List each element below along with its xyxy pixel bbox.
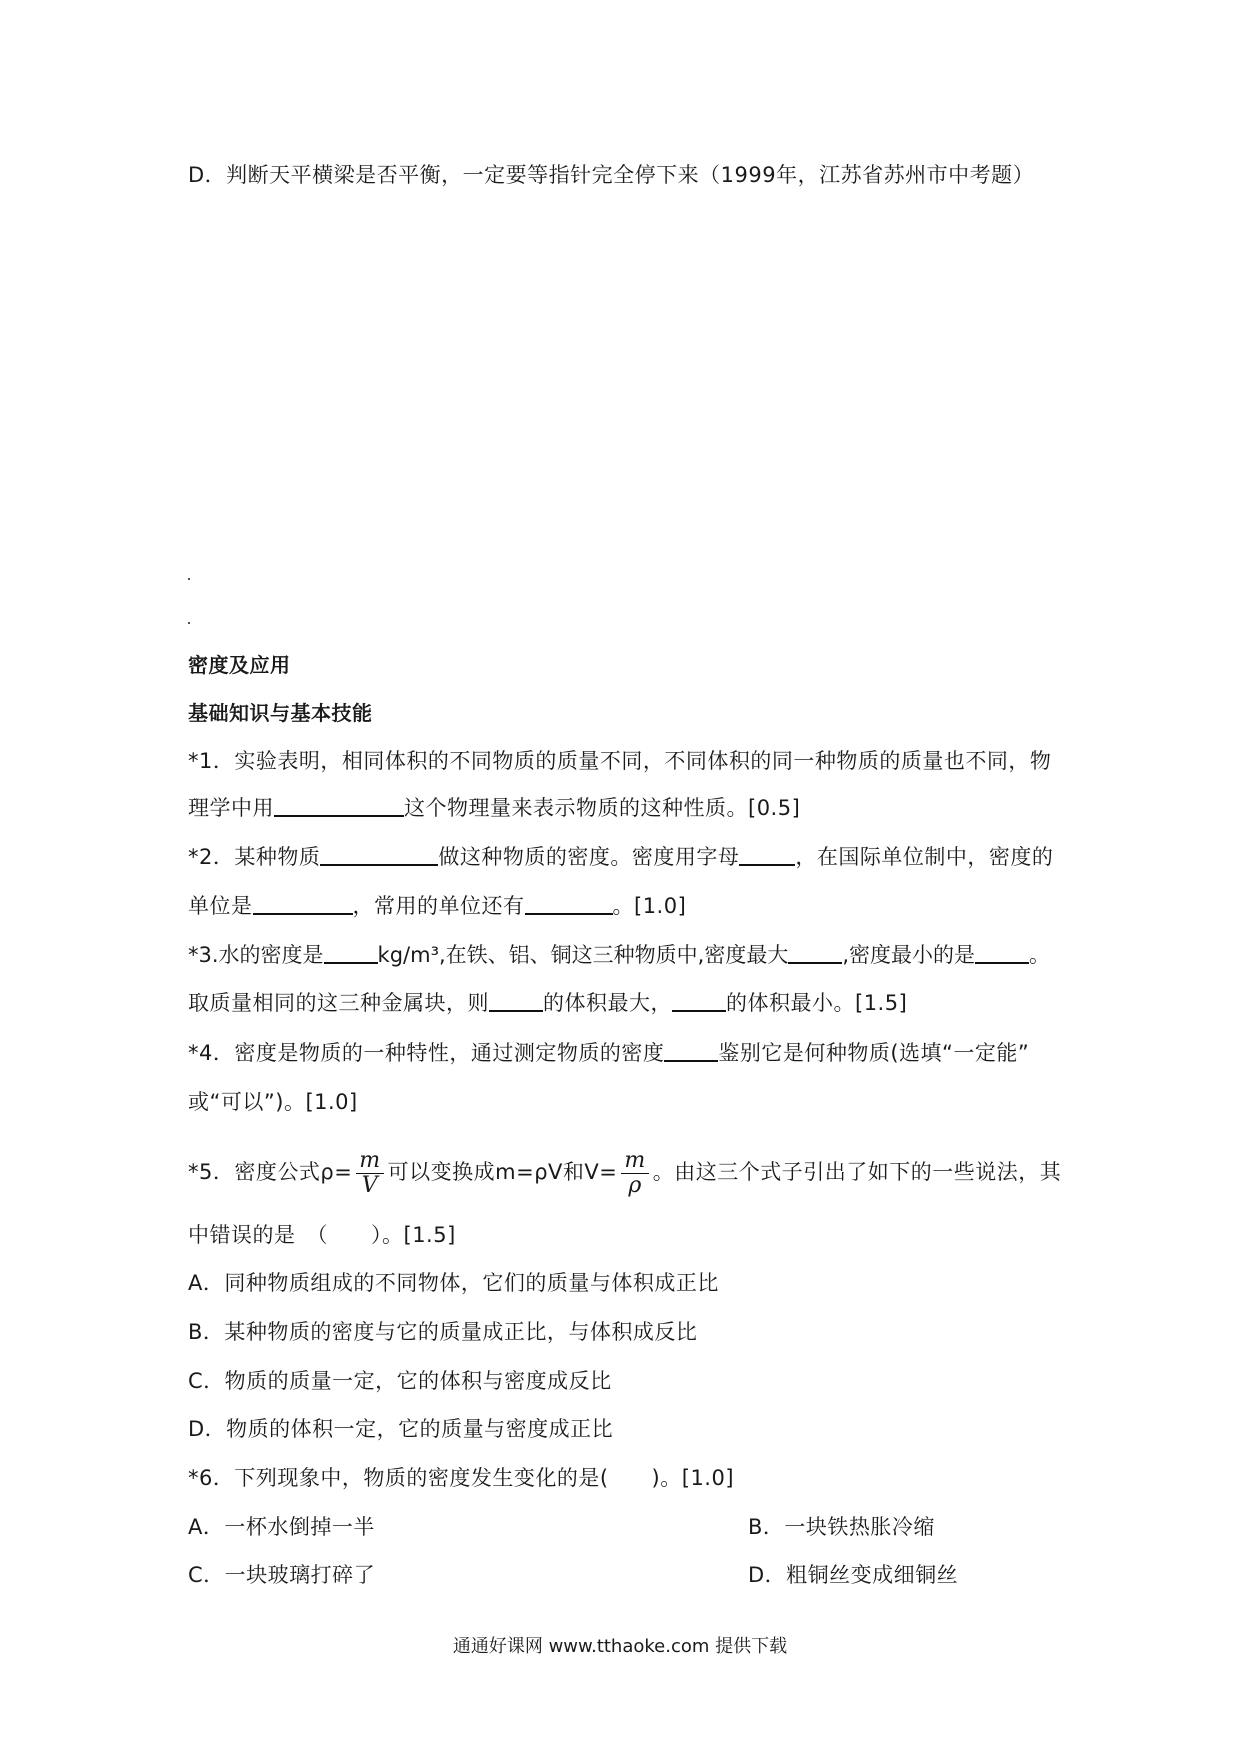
text-fragment: 这个物理量来表示物质的这种性质。[0.5]: [404, 796, 801, 820]
answer-blank[interactable]: [788, 940, 842, 964]
formula-volume-fraction: [621, 1149, 648, 1198]
formula-density-fraction: [356, 1149, 383, 1198]
answer-blank[interactable]: [274, 793, 404, 817]
text-fragment: 可以变换成m=ρV和V=: [387, 1160, 618, 1184]
fraction-numerator: m: [356, 1149, 383, 1174]
question-5-option-a[interactable]: A．同种物质组成的不同物体，它们的质量与体积成正比: [188, 1271, 719, 1295]
text-fragment: *5．密度公式ρ=: [188, 1160, 353, 1184]
text-fragment: 鉴别它是何种物质(选填“一定能”: [718, 1041, 1030, 1065]
text-fragment: 理学中用: [188, 796, 274, 820]
question-2-line-1: [188, 842, 1053, 872]
text-fragment: 的体积最大，: [543, 991, 672, 1015]
option-d-balance: D．判断天平横梁是否平衡，一定要等指针完全停下来（1999年，江苏省苏州市中考题）: [188, 163, 1035, 187]
fraction-denominator: ρ: [628, 1172, 642, 1198]
answer-blank[interactable]: [253, 891, 353, 915]
text-fragment: 的体积最小。[1.5]: [726, 991, 908, 1015]
answer-blank[interactable]: [320, 842, 438, 866]
question-2-line-2: [188, 891, 686, 921]
question-6-option-c[interactable]: C．一块玻璃打碎了: [188, 1563, 376, 1587]
answer-blank[interactable]: [525, 891, 613, 915]
answer-blank[interactable]: [672, 988, 726, 1012]
question-6-option-d[interactable]: D．粗铜丝变成细铜丝: [748, 1563, 959, 1587]
question-5-option-c[interactable]: C．物质的质量一定，它的体积与密度成反比: [188, 1369, 612, 1393]
text-fragment: ,密度最小的是: [842, 943, 976, 967]
answer-blank[interactable]: [739, 842, 795, 866]
text-fragment: 。由这三个式子引出了如下的一些说法，其: [652, 1160, 1062, 1184]
question-6-options-row-2: [188, 1560, 988, 1590]
text-fragment: ，常用的单位还有: [352, 894, 525, 918]
text-fragment: *4．密度是物质的一种特性，通过测定物质的密度: [188, 1041, 665, 1065]
text-fragment: kg/m³,在铁、铝、铜这三种物质中,密度最大: [377, 943, 789, 967]
text-fragment: 取质量相同的这三种金属块，则: [188, 991, 489, 1015]
text-fragment: 做这种物质的密度。密度用字母: [438, 845, 740, 869]
stray-dot: [188, 578, 190, 580]
question-1-line-2: [188, 793, 800, 823]
question-5-line-2: 中错误的是 （ ）。[1.5]: [188, 1223, 456, 1247]
stray-dot: [188, 622, 190, 624]
question-5-option-d[interactable]: D．物质的体积一定，它的质量与密度成正比: [188, 1417, 614, 1441]
answer-blank[interactable]: [489, 988, 543, 1012]
question-5-option-b[interactable]: B．某种物质的密度与它的质量成正比，与体积成反比: [188, 1320, 698, 1344]
subsection-title: 基础知识与基本技能: [188, 701, 373, 725]
answer-blank[interactable]: [664, 1038, 718, 1062]
section-title: 密度及应用: [188, 653, 291, 677]
question-5-line-1: [188, 1142, 1061, 1202]
text-fragment: 单位是: [188, 894, 253, 918]
question-1-line-1: *1．实验表明，相同体积的不同物质的质量不同，不同体积的同一种物质的质量也不同，物: [188, 749, 1052, 773]
text-fragment: *3.水的密度是: [188, 943, 324, 967]
text-fragment: 。[1.0]: [612, 894, 687, 918]
question-4-line-2: 或“可以”)。[1.0]: [188, 1090, 358, 1114]
text-fragment: *2．某种物质: [188, 845, 321, 869]
text-fragment: 。: [1029, 943, 1051, 967]
page-footer: 通通好课网 www.tthaoke.com 提供下载: [452, 1636, 788, 1657]
question-6-options-row-1: [188, 1512, 988, 1542]
question-3-line-2: [188, 988, 907, 1018]
text-fragment: ，在国际单位制中，密度的: [795, 845, 1054, 869]
question-6-option-b[interactable]: B．一块铁热胀冷缩: [748, 1515, 935, 1539]
fraction-numerator: m: [621, 1149, 648, 1174]
question-3-line-1: [188, 940, 1050, 970]
answer-blank[interactable]: [324, 940, 378, 964]
question-6-stem: *6．下列现象中，物质的密度发生变化的是( )。[1.0]: [188, 1466, 735, 1490]
answer-blank[interactable]: [975, 940, 1029, 964]
question-6-option-a[interactable]: A．一杯水倒掉一半: [188, 1515, 375, 1539]
fraction-denominator: V: [361, 1172, 379, 1198]
question-4-line-1: [188, 1038, 1029, 1068]
